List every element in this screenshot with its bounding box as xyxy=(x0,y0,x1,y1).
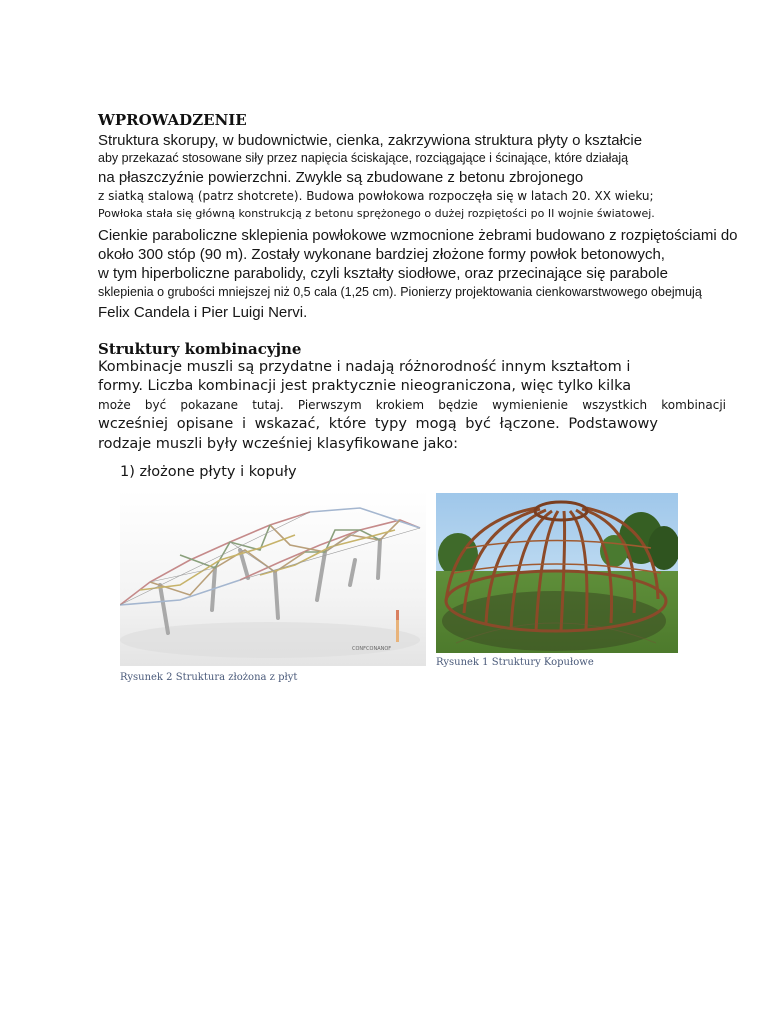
combos-heading: Struktury kombinacyjne xyxy=(98,340,302,358)
list-item: 1) złożone płyty i kopuły xyxy=(120,464,297,480)
intro-line: około 300 stóp (90 m). Zostały wykonane bardziej złożone formy powłok betonowych, xyxy=(98,246,665,263)
intro-line: na płaszczyźnie powierzchni. Zwykle są zbudowane z betonu zbrojonego xyxy=(98,169,584,186)
combos-line: Kombinacje muszli są przydatne i nadają różnorodność innym kształtom i xyxy=(98,359,631,375)
right-figure-caption: Rysunek 1 Struktury Kopułowe xyxy=(436,657,594,668)
left-figure-caption: Rysunek 2 Struktura złożona z płyt xyxy=(120,672,298,683)
intro-line: Cienkie paraboliczne sklepienia powłokowe wzmocnione żebrami budowano z rozpiętościami do xyxy=(98,227,738,244)
combos-line: rodzaje muszli były wcześniej klasyfikowane jako: xyxy=(98,436,459,452)
plate-structure-drawing xyxy=(120,490,426,666)
intro-heading: WPROWADZENIE xyxy=(98,111,247,129)
dome-structure-photo xyxy=(436,493,678,653)
combos-line: może być pokazane tutaj. Pierwszym krokiem będzie wymienienie wszystkich kombinacji xyxy=(98,398,726,412)
intro-line: Struktura skorupy, w budownictwie, cienka, zakrzywiona struktura płyty o kształcie xyxy=(98,132,643,149)
intro-line: Felix Candela i Pier Luigi Nervi. xyxy=(98,304,308,321)
combos-line: wcześniej opisane i wskazać, które typy mogą być łączone. Podstawowy xyxy=(98,416,658,432)
intro-line: sklepienia o grubości mniejszej niż 0,5 cala (1,25 cm). Pionierzy projektowania cienkowarstwowego obejmują xyxy=(98,285,702,299)
intro-line: Powłoka stała się główną konstrukcją z betonu sprężonego o dużej rozpiętości po II wojnie światowej. xyxy=(98,207,655,220)
plate-structure-image xyxy=(120,490,426,666)
image-watermark: CONFCONANOF xyxy=(352,646,392,652)
intro-line: aby przekazać stosowane siły przez napięcia ściskające, rozciągające i ścinające, które działają xyxy=(98,151,629,165)
intro-line: z siatką stalową (patrz shotcrete). Budowa powłokowa rozpoczęła się w latach 20. XX wieku; xyxy=(98,189,654,203)
intro-line: w tym hiperboliczne parabolidy, czyli kształty siodłowe, oraz przecinające się parabole xyxy=(98,265,668,282)
combos-line: formy. Liczba kombinacji jest praktycznie nieograniczona, więc tylko kilka xyxy=(98,378,632,394)
dome-structure-drawing xyxy=(436,493,678,653)
